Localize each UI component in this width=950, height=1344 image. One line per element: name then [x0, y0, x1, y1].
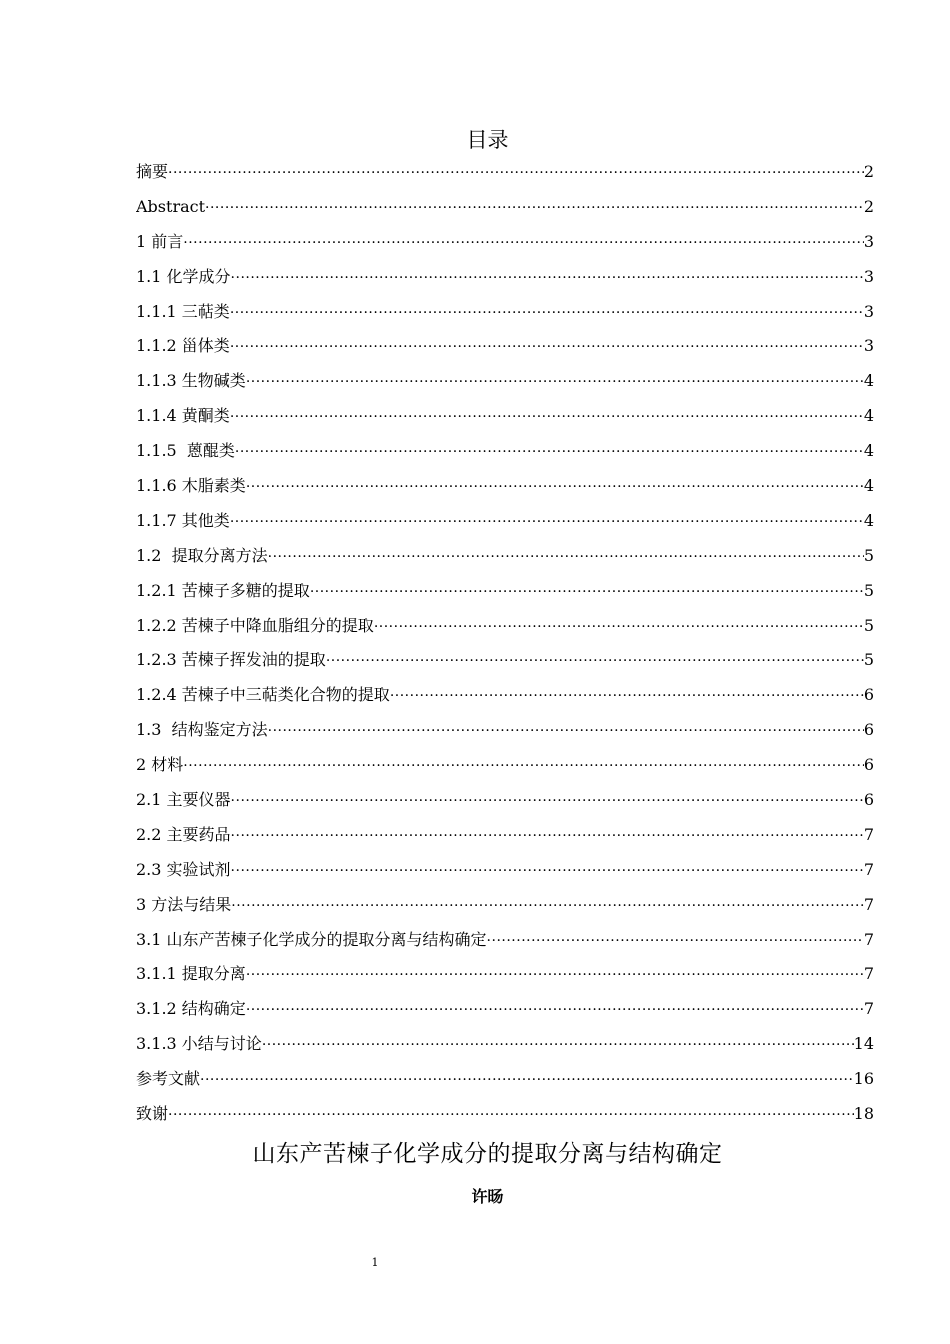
toc-entry-label: 1.3 结构鉴定方法: [136, 720, 268, 740]
toc-dot-leader: [262, 1033, 854, 1057]
toc-dot-leader: [268, 719, 864, 743]
toc-entry-label: 1.1.5 蒽醌类: [136, 441, 235, 461]
toc-entry-label: 1.1.4 黄酮类: [136, 406, 230, 426]
toc-entry[interactable]: [136, 1067, 874, 1102]
toc-entry-label: 1 前言: [136, 231, 184, 251]
toc-entry-label: 1.1.6 木脂素类: [136, 476, 246, 496]
toc-entry-page: 7: [863, 894, 874, 914]
toc-entry-label: 致谢: [136, 1104, 169, 1124]
toc-dot-leader: [374, 615, 864, 639]
toc-entry-label: 1.2 提取分离方法: [136, 545, 268, 565]
toc-entry[interactable]: [136, 579, 874, 614]
toc-dot-leader: [230, 510, 864, 534]
toc-entry-page: 7: [863, 859, 874, 879]
page-number: 1: [371, 1256, 379, 1269]
toc-entry[interactable]: [136, 928, 874, 963]
toc-entry[interactable]: [136, 160, 874, 195]
toc-entry-label: 3.1.3 小结与讨论: [136, 1034, 262, 1054]
toc-entry-page: 4: [863, 441, 874, 461]
toc-entry[interactable]: [136, 544, 874, 579]
toc-entry-label: 2 材料: [136, 755, 184, 775]
toc-entry-label: 3.1.1 提取分离: [136, 964, 246, 984]
toc-entry-page: 3: [863, 336, 874, 356]
author-name: 许旸: [471, 1187, 504, 1206]
toc-entry-page: 6: [863, 790, 874, 810]
toc-dot-leader: [183, 754, 864, 778]
toc-dot-leader: [168, 1103, 854, 1127]
toc-entry-page: 14: [853, 1034, 874, 1054]
toc-dot-leader: [246, 475, 864, 499]
toc-entry-page: 16: [853, 1069, 874, 1089]
toc-dot-leader: [205, 196, 864, 220]
toc-entry[interactable]: [136, 614, 874, 649]
toc-dot-leader: [487, 929, 864, 953]
toc-entry-label: 3.1 山东产苦楝子化学成分的提取分离与结构确定: [136, 929, 487, 949]
toc-entry-page: 5: [863, 650, 874, 670]
toc-entry-page: 5: [863, 615, 874, 635]
toc-entry-label: 1.1.3 生物碱类: [136, 371, 246, 391]
toc-entry[interactable]: [136, 1032, 874, 1067]
toc-entry-page: 4: [863, 371, 874, 391]
toc-dot-leader: [231, 859, 864, 883]
toc-entry[interactable]: [136, 439, 874, 474]
toc-entry-page: 4: [863, 476, 874, 496]
toc-dot-leader: [268, 545, 864, 569]
toc-entry[interactable]: [136, 788, 874, 823]
toc-entry-page: 7: [863, 824, 874, 844]
toc-entry-page: 5: [863, 580, 874, 600]
toc-dot-leader: [310, 580, 864, 604]
toc-dot-leader: [231, 266, 864, 290]
document-title: 山东产苦楝子化学成分的提取分离与结构确定: [252, 1141, 723, 1167]
toc-entry-page: 3: [863, 301, 874, 321]
toc-entry-label: Abstract: [136, 196, 206, 216]
toc-entry[interactable]: [136, 300, 874, 335]
toc-dot-leader: [200, 1068, 854, 1092]
toc-entry-page: 4: [863, 510, 874, 530]
toc-dot-leader: [231, 894, 864, 918]
toc-entry-page: 6: [863, 755, 874, 775]
toc-dot-leader: [326, 649, 864, 673]
toc-entry-label: 1.2.3 苦楝子挥发油的提取: [136, 650, 326, 670]
toc-entry[interactable]: [136, 823, 874, 858]
toc-entry[interactable]: [136, 509, 874, 544]
toc-dot-leader: [168, 161, 864, 185]
toc-entry-label: 1.1 化学成分: [136, 266, 231, 286]
toc-entry-label: 1.1.7 其他类: [136, 510, 230, 530]
toc-entry-label: 参考文献: [136, 1069, 201, 1089]
toc-entry-page: 2: [863, 196, 874, 216]
toc-entry[interactable]: [136, 1102, 874, 1137]
toc-entry-page: 6: [863, 685, 874, 705]
toc-dot-leader: [231, 789, 864, 813]
toc-entry[interactable]: [136, 962, 874, 997]
toc-entry-label: 1.2.4 苦楝子中三萜类化合物的提取: [136, 685, 390, 705]
toc-entry[interactable]: [136, 334, 874, 369]
toc-dot-leader: [230, 405, 864, 429]
toc-entry-page: 5: [863, 545, 874, 565]
toc-entry-label: 摘要: [136, 162, 169, 181]
toc-title: 目录: [466, 128, 509, 152]
toc-dot-leader: [246, 998, 864, 1022]
toc-entry-label: 3 方法与结果: [136, 894, 232, 914]
toc-entry-label: 1.2.1 苦楝子多糖的提取: [136, 580, 310, 600]
toc-entry[interactable]: [136, 265, 874, 300]
toc-entry-label: 1.2.2 苦楝子中降血脂组分的提取: [136, 615, 374, 635]
toc-entry-page: 18: [853, 1104, 874, 1124]
toc-entry[interactable]: [136, 718, 874, 753]
toc-entry[interactable]: [136, 858, 874, 893]
toc-entry-page: 7: [863, 929, 874, 949]
toc-entry-page: 2: [863, 162, 874, 181]
toc-dot-leader: [183, 231, 864, 255]
toc-entry[interactable]: [136, 893, 874, 928]
toc-entry-label: 2.3 实验试剂: [136, 859, 231, 879]
toc-entry-label: 1.1.2 甾体类: [136, 336, 230, 356]
table-of-contents: [136, 160, 874, 1137]
toc-entry[interactable]: [136, 997, 874, 1032]
toc-entry[interactable]: [136, 230, 874, 265]
toc-entry-page: 3: [863, 231, 874, 251]
toc-entry[interactable]: [136, 683, 874, 718]
toc-entry[interactable]: [136, 474, 874, 509]
toc-entry-page: 3: [863, 266, 874, 286]
toc-entry-page: 6: [863, 720, 874, 740]
toc-entry[interactable]: [136, 753, 874, 788]
toc-dot-leader: [390, 684, 864, 708]
toc-entry-label: 2.2 主要药品: [136, 824, 231, 844]
toc-entry-label: 2.1 主要仪器: [136, 790, 231, 810]
toc-entry[interactable]: [136, 369, 874, 404]
toc-entry[interactable]: [136, 404, 874, 439]
toc-dot-leader: [246, 963, 864, 987]
toc-entry-page: 4: [863, 406, 874, 426]
toc-dot-leader: [230, 335, 864, 359]
toc-dot-leader: [231, 824, 864, 848]
toc-entry[interactable]: [136, 195, 874, 230]
toc-entry-label: 3.1.2 结构确定: [136, 999, 246, 1019]
toc-dot-leader: [235, 440, 864, 464]
toc-dot-leader: [246, 370, 864, 394]
toc-entry-page: 7: [863, 964, 874, 984]
toc-entry[interactable]: [136, 648, 874, 683]
toc-entry-label: 1.1.1 三萜类: [136, 301, 230, 321]
toc-dot-leader: [230, 301, 864, 325]
toc-entry-page: 7: [863, 999, 874, 1019]
